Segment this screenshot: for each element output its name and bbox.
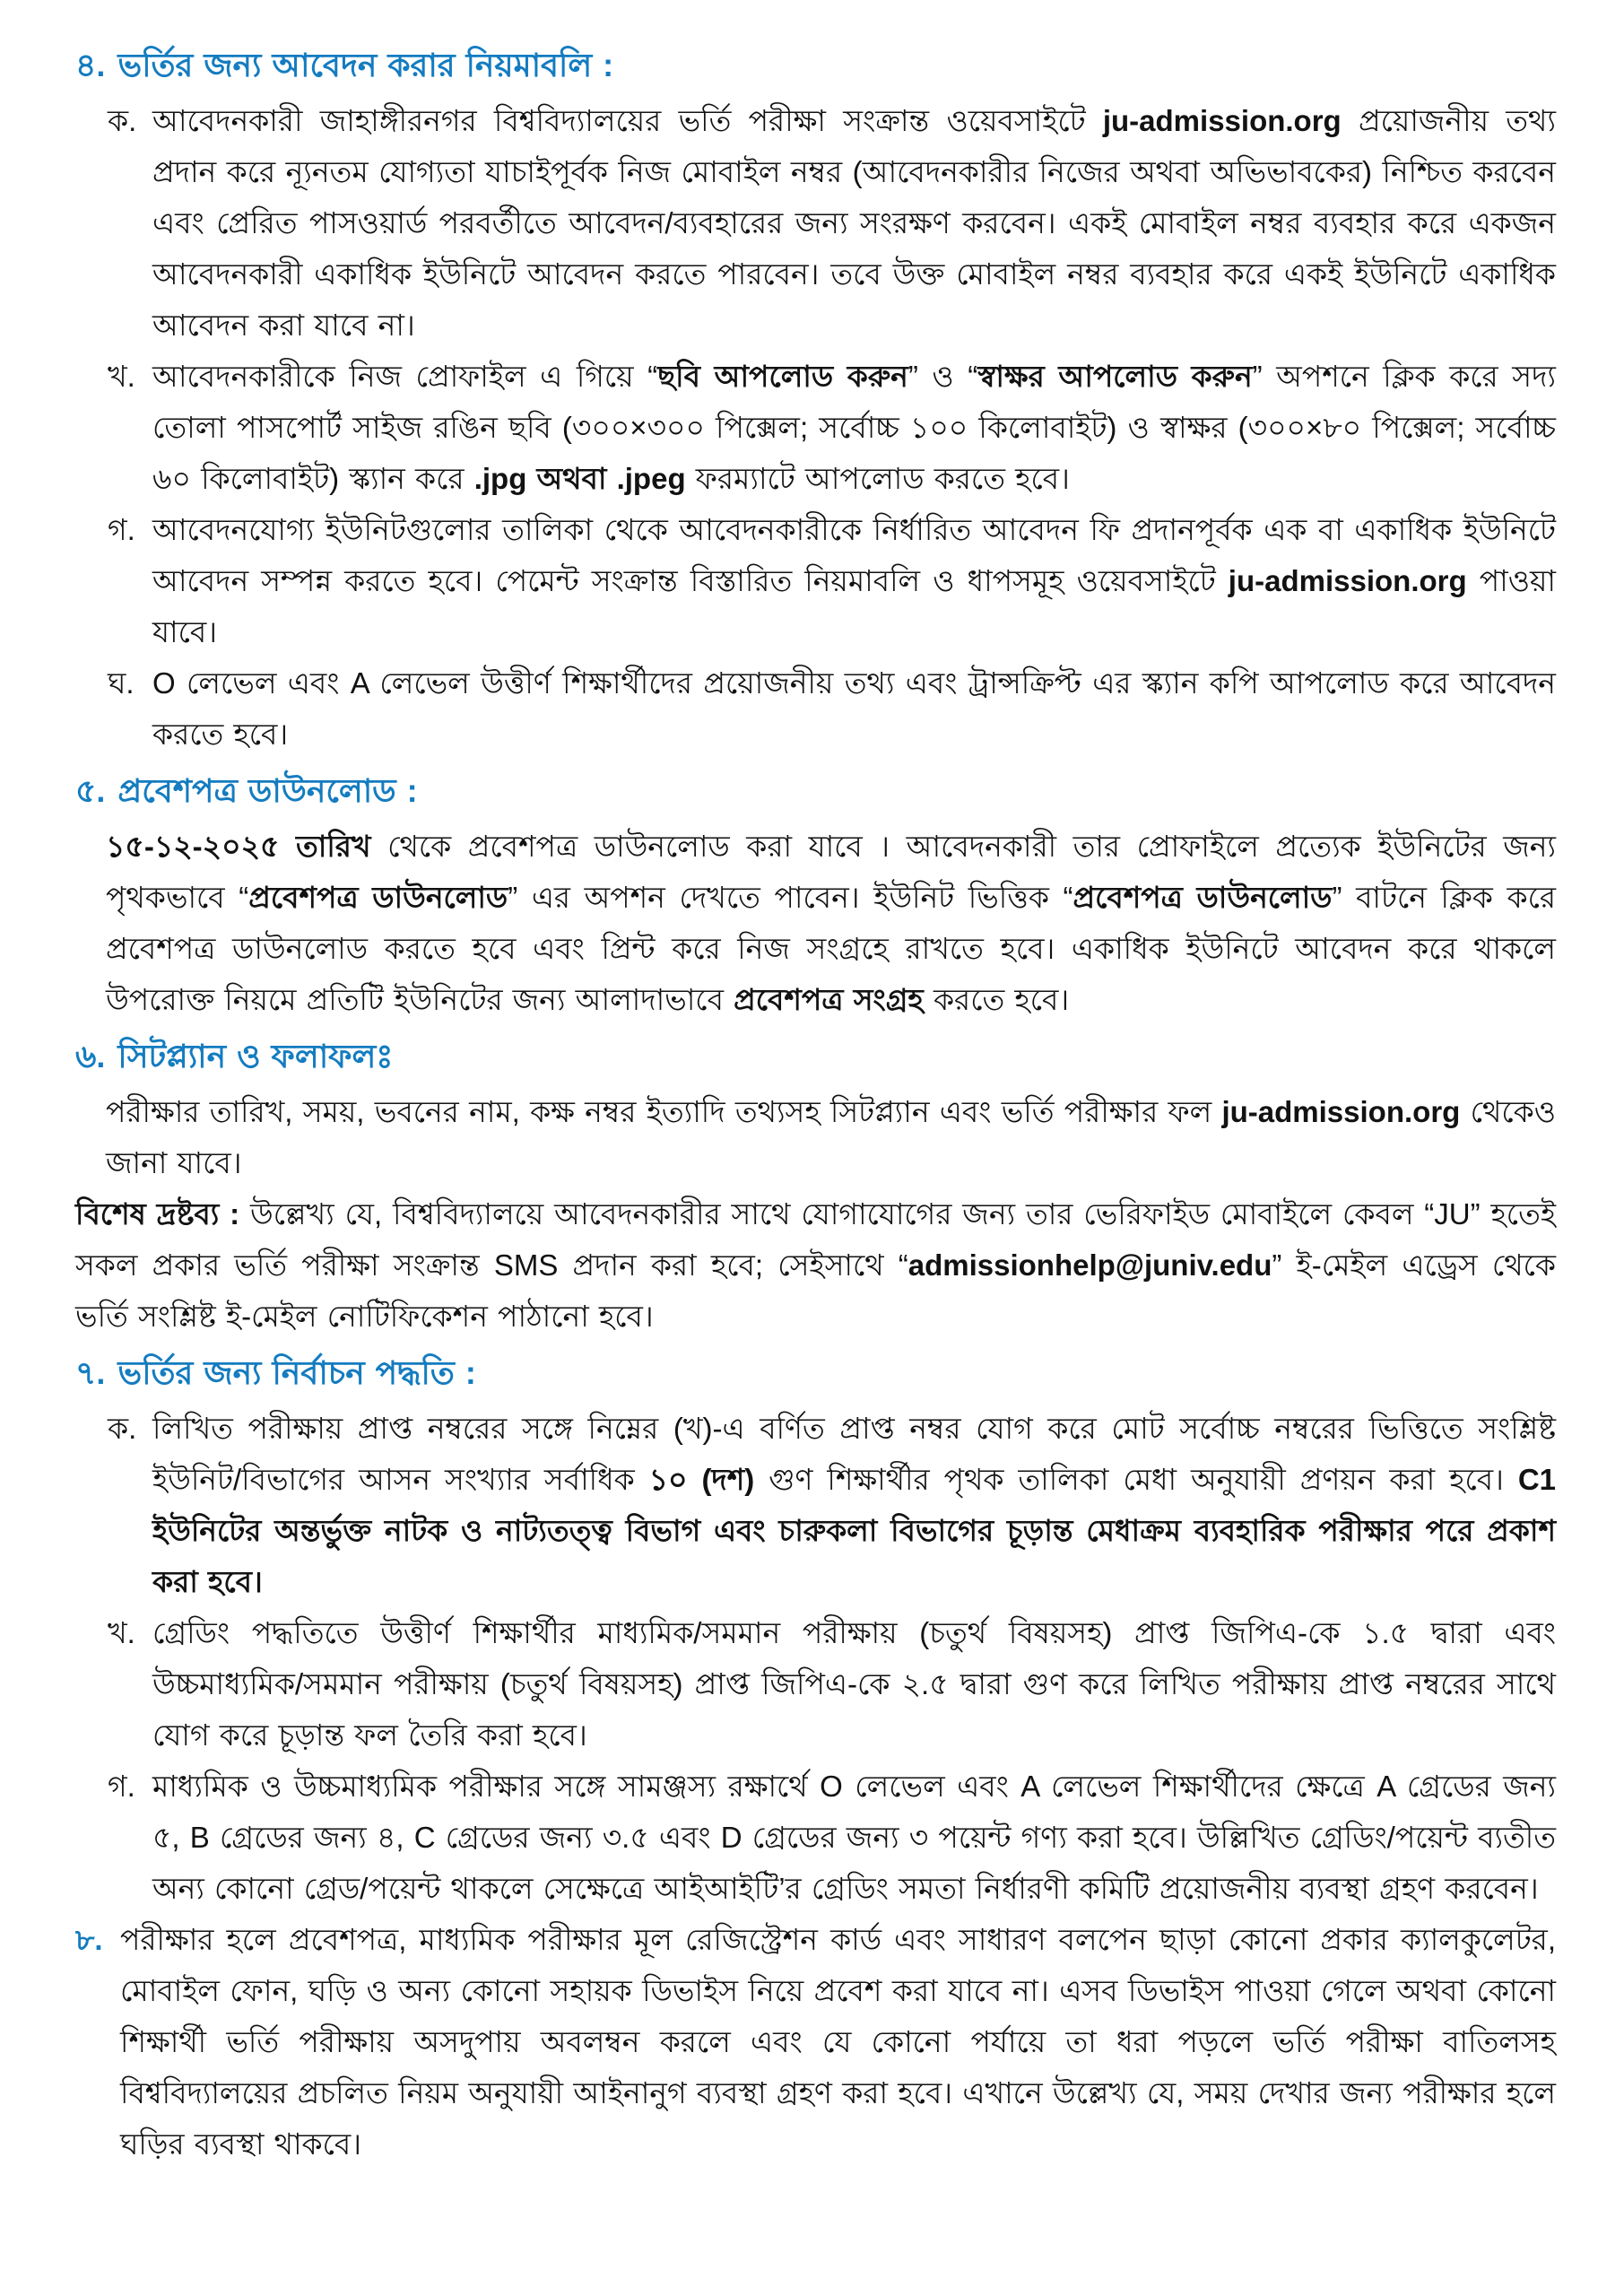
text-run: আবেদনকারীকে নিজ প্রোফাইল এ গিয়ে “ <box>152 360 658 393</box>
item-label: ক. <box>108 1412 137 1445</box>
numbered-item <box>75 1914 1556 2170</box>
list-item <box>108 95 1556 351</box>
section-title: ভর্তির জন্য নির্বাচন পদ্ধতি : <box>117 1354 476 1391</box>
bold-text-run: .jpg অথবা .jpeg <box>473 462 686 495</box>
paragraph-text <box>152 504 1556 657</box>
paragraph <box>75 1188 1556 1342</box>
bold-text-run: ju-admission.org <box>1221 1095 1461 1128</box>
bold-text-run: ju-admission.org <box>1102 104 1342 137</box>
section-title: সিটপ্ল্যান ও ফলাফলঃ <box>117 1038 394 1074</box>
text-run: ” বাটনে ক্লিক করে প্রবেশপত্র ডাউনলোড করতে হবে এবং প্রিন্ট করে নিজ সংগ্রহে রাখতে হবে। একাধিক ইউনিটে আবেদন করে থাকলে উপরোক্ত নিয়মে প্রতিটি ইউনিটের জন্য আলাদাভাবে <box>106 881 1556 1016</box>
text-run: উল্লেখ্য যে, বিশ্ববিদ্যালয়ে আবেদনকারীর সাথে যোগাযোগের জন্য তার ভেরিফাইড মোবাইলে কেবল “JU” হতেই সকল প্রকার ভর্তি পরীক্ষা সংক্রান্ত SMS প্রদান করা হবে; সেইসাথে “ <box>75 1197 1556 1282</box>
document-body <box>75 38 1556 2170</box>
bold-text-run: স্বাক্ষর আপলোড করুন <box>977 360 1253 393</box>
text-run: করতে হবে। <box>923 983 1070 1016</box>
bold-text-run: বিশেষ দ্রষ্টব্য : <box>75 1197 251 1231</box>
section-heading <box>75 1029 1556 1084</box>
paragraph-text <box>120 1914 1556 2170</box>
item-label: ঘ. <box>108 666 135 700</box>
bold-text-run: admissionhelp@juniv.edu <box>908 1248 1272 1282</box>
paragraph <box>106 821 1556 1025</box>
bold-text-run: ju-admission.org <box>1228 564 1467 597</box>
bold-text-run: প্রবেশপত্র ডাউনলোড <box>1073 881 1333 914</box>
text-run: ” এর অপশন দেখতে পাবেন। ইউনিট ভিত্তিক “ <box>508 881 1073 914</box>
paragraph <box>106 1086 1556 1188</box>
item-label: গ. <box>108 513 135 546</box>
list-item <box>108 657 1556 760</box>
text-run: প্রয়োজনীয় তথ্য প্রদান করে ন্যূনতম যোগ্যতা যাচাইপূর্বক নিজ মোবাইল নম্বর (আবেদনকারীর নিজের অথবা অভিভাবকের) নিশ্চিত করবেন এবং প্রেরিত পাসওয়ার্ড পরবর্তীতে আবেদন/ব্যবহারের জন্য সংরক্ষণ করবেন। একই মোবাইল নম্বর ব্যবহার করে একজন আবেদনকারী একাধিক ইউনিটে আবেদন করতে পারবেন। তবে উক্ত মোবাইল নম্বর ব্যবহার করে একই ইউনিটে একাধিক আবেদন করা যাবে না। <box>152 104 1556 342</box>
section-heading <box>75 763 1556 819</box>
item-label: খ. <box>108 360 135 393</box>
paragraph-text <box>152 1607 1556 1761</box>
list-item <box>108 1761 1556 1914</box>
bold-text-run: প্রবেশপত্র ডাউনলোড <box>248 881 508 914</box>
text-run: ফরম্যাটে আপলোড করতে হবে। <box>685 462 1070 495</box>
text-run: আবেদনকারী জাহাঙ্গীরনগর বিশ্ববিদ্যালয়ের ভর্তি পরীক্ষা সংক্রান্ত ওয়েবসাইটে <box>152 104 1103 137</box>
bold-text-run: ১০ (দশ) <box>648 1463 755 1496</box>
text-run: পাওয়া যাবে। <box>152 564 1556 648</box>
text-run: ” ই-মেইল এড্রেস থেকে ভর্তি সংশ্লিষ্ট ই-মেইল নোটিফিকেশন পাঠানো হবে। <box>75 1248 1556 1333</box>
section-title: ভর্তির জন্য আবেদন করার নিয়মাবলি : <box>117 47 614 83</box>
text-run: মাধ্যমিক ও উচ্চমাধ্যমিক পরীক্ষার সঙ্গে সামঞ্জস্য রক্ষার্থে O লেভেল এবং A লেভেল শিক্ষার্থীদের ক্ষেত্রে A গ্রেডের জন্য ৫, B গ্রেডের জন্য ৪, C গ্রেডের জন্য ৩.৫ এবং D গ্রেডের জন্য ৩ পয়েন্ট গণ্য করা হবে। উল্লিখিত গ্রেডিং/পয়েন্ট ব্যতীত অন্য কোনো গ্রেড/পয়েন্ট থাকলে সেক্ষেত্রে আইআইটি’র গ্রেডিং সমতা নির্ধারণী কমিটি প্রয়োজনীয় ব্যবস্থা গ্রহণ করবেন। <box>152 1770 1556 1905</box>
text-run: থেকেও জানা যাবে। <box>106 1095 1556 1179</box>
section-number: ৭. <box>75 1354 106 1391</box>
section-title: প্রবেশপত্র ডাউনলোড : <box>117 772 418 809</box>
list-item <box>108 1607 1556 1761</box>
paragraph-text <box>75 1197 1556 1333</box>
section-heading <box>75 38 1556 93</box>
paragraph-text <box>152 657 1556 760</box>
text-run: গুণ শিক্ষার্থীর পৃথক তালিকা মেধা অনুযায়ী প্রণয়ন করা হবে। <box>754 1463 1518 1496</box>
text-run: ” অপশনে ক্লিক করে সদ্য তোলা পাসপোর্ট সাইজ রঙিন ছবি (৩০০×৩০০ পিক্সেল; সর্বোচ্চ ১০০ কিলোবাইট) ও স্বাক্ষর (৩০০×৮০ পিক্সেল; সর্বোচ্চ ৬০ কিলোবাইট) স্ক্যান করে <box>152 360 1556 495</box>
text-run: O লেভেল এবং A লেভেল উত্তীর্ণ শিক্ষার্থীদের প্রয়োজনীয় তথ্য এবং ট্রান্সক্রিপ্ট এর স্ক্যান কপি আপলোড করে আবেদন করতে হবে। <box>152 666 1556 751</box>
paragraph-text <box>152 1403 1556 1607</box>
bold-text-run: C1 ইউনিটের অন্তর্ভুক্ত নাটক ও নাট্যতত্ত্ব বিভাগ এবং চারুকলা বিভাগের চূড়ান্ত মেধাক্রম ব্যবহারিক পরীক্ষার পরে প্রকাশ করা হবে। <box>152 1463 1556 1598</box>
item-label: ক. <box>108 104 137 137</box>
text-run: পরীক্ষার হলে প্রবেশপত্র, মাধ্যমিক পরীক্ষার মূল রেজিস্ট্রেশন কার্ড এবং সাধারণ বলপেন ছাড়া কোনো প্রকার ক্যালকুলেটর, মোবাইল ফোন, ঘড়ি ও অন্য কোনো সহায়ক ডিভাইস নিয়ে প্রবেশ করা যাবে না। এসব ডিভাইস পাওয়া গেলে অথবা কোনো শিক্ষার্থী ভর্তি পরীক্ষায় অসদুপায় অবলম্বন করলে এবং যে কোনো পর্যায়ে তা ধরা পড়লে ভর্তি পরীক্ষা বাতিলসহ বিশ্ববিদ্যালয়ের প্রচলিত নিয়ম অনুযায়ী আইনানুগ ব্যবস্থা গ্রহণ করা হবে। এখানে উল্লেখ্য যে, সময় দেখার জন্য পরীক্ষার হলে ঘড়ির ব্যবস্থা থাকবে। <box>120 1923 1556 2161</box>
list-item <box>108 504 1556 657</box>
item-label: খ. <box>108 1616 135 1649</box>
item-label: ৮. <box>75 1923 103 1956</box>
section-heading <box>75 1345 1556 1401</box>
paragraph-text <box>152 1761 1556 1914</box>
text-run: ” ও “ <box>908 360 978 393</box>
text-run: পরীক্ষার তারিখ, সময়, ভবনের নাম, কক্ষ নম্বর ইত্যাদি তথ্যসহ সিটপ্ল্যান এবং ভর্তি পরীক্ষার ফল <box>106 1095 1222 1128</box>
text-run: গ্রেডিং পদ্ধতিতে উত্তীর্ণ শিক্ষার্থীর মাধ্যমিক/সমমান পরীক্ষায় (চতুর্থ বিষয়সহ) প্রাপ্ত জিপিএ-কে ১.৫ দ্বারা এবং উচ্চমাধ্যমিক/সমমান পরীক্ষায় (চতুর্থ বিষয়সহ) প্রাপ্ত জিপিএ-কে ২.৫ দ্বারা গুণ করে লিখিত পরীক্ষায় প্রাপ্ত নম্বরের সাথে যোগ করে চূড়ান্ত ফল তৈরি করা হবে। <box>152 1616 1556 1752</box>
list-item <box>108 351 1556 504</box>
text-run: থেকে প্রবেশপত্র ডাউনলোড করা যাবে । আবেদনকারী তার প্রোফাইলে প্রত্যেক ইউনিটের জন্য পৃথকভাবে “ <box>106 830 1556 914</box>
bold-text-run: ১৫-১২-২০২৫ তারিখ <box>106 830 371 863</box>
paragraph-text <box>106 1095 1556 1179</box>
text-run: লিখিত পরীক্ষায় প্রাপ্ত নম্বরের সঙ্গে নিম্নের (খ)-এ বর্ণিত প্রাপ্ত নম্বর যোগ করে মোট সর্বোচ্চ নম্বরের ভিত্তিতে সংশ্লিষ্ট ইউনিট/বিভাগের আসন সংখ্যার সর্বাধিক <box>152 1412 1556 1496</box>
section-number: ৬. <box>75 1038 106 1074</box>
paragraph-text <box>152 95 1556 351</box>
list-item <box>108 1403 1556 1607</box>
section-number: ৫. <box>75 772 106 809</box>
item-label: গ. <box>108 1770 135 1803</box>
paragraph-text <box>152 351 1556 504</box>
text-run: আবেদনযোগ্য ইউনিটগুলোর তালিকা থেকে আবেদনকারীকে নির্ধারিত আবেদন ফি প্রদানপূর্বক এক বা একাধিক ইউনিটে আবেদন সম্পন্ন করতে হবে। পেমেন্ট সংক্রান্ত বিস্তারিত নিয়মাবলি ও ধাপসমূহ ওয়েবসাইটে <box>152 513 1556 597</box>
paragraph-text <box>106 830 1556 1016</box>
section-number: ৪. <box>75 47 106 83</box>
bold-text-run: ছবি আপলোড করুন <box>657 360 908 393</box>
bold-text-run: প্রবেশপত্র সংগ্রহ <box>734 983 924 1016</box>
